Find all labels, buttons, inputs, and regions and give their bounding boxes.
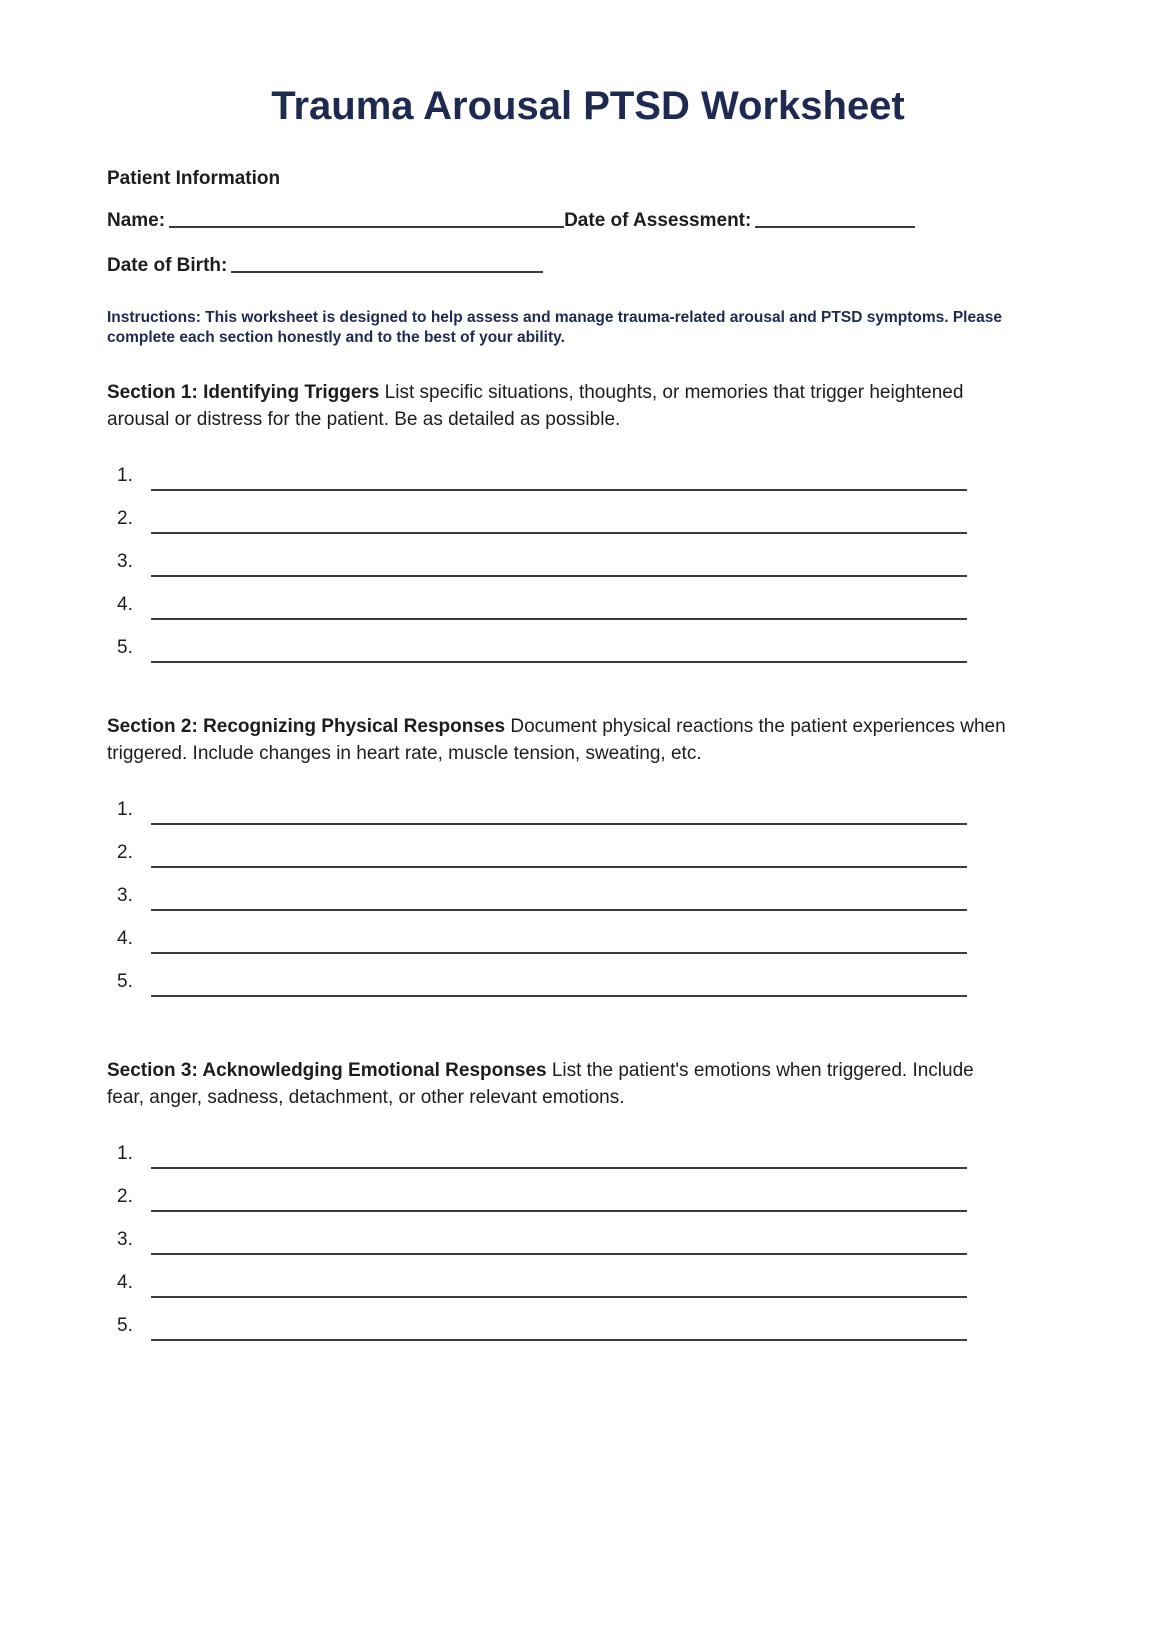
list-item [117, 916, 967, 959]
answer-blank[interactable] [151, 618, 967, 620]
item-number: 1. [117, 799, 133, 820]
list-item [117, 1217, 967, 1260]
list-item [117, 496, 967, 539]
item-number: 4. [117, 594, 133, 615]
answer-blank[interactable] [151, 995, 967, 997]
section-identifying-triggers [107, 380, 1069, 668]
item-number: 3. [117, 551, 133, 572]
item-number: 4. [117, 928, 133, 949]
item-number: 5. [117, 1315, 133, 1336]
answer-blank[interactable] [151, 1339, 967, 1341]
item-number: 3. [117, 885, 133, 906]
list-item [117, 539, 967, 582]
list-item [117, 1174, 967, 1217]
answer-blank[interactable] [151, 1167, 967, 1169]
name-blank[interactable] [169, 223, 564, 228]
list-item [117, 830, 967, 873]
item-number: 1. [117, 1143, 133, 1164]
item-number: 4. [117, 1272, 133, 1293]
list-item [117, 787, 967, 830]
dob-row [107, 252, 1069, 280]
section-1-heading [107, 380, 1007, 433]
answer-blank[interactable] [151, 952, 967, 954]
dob-blank[interactable] [231, 268, 543, 273]
section-2-description: Document physical reactions the patient experiences when triggered. Include changes in heart rate, muscle tension, sweating, etc. [107, 716, 1006, 764]
list-item [117, 625, 967, 668]
list-item [117, 582, 967, 625]
section-3-title: Section 3: Acknowledging Emotional Responses [107, 1060, 547, 1081]
patient-info-heading: Patient Information [107, 168, 281, 189]
answer-blank[interactable] [151, 823, 967, 825]
item-number: 3. [117, 1229, 133, 1250]
name-assessment-row [107, 207, 1069, 235]
item-number: 2. [117, 842, 133, 863]
answer-blank[interactable] [151, 575, 967, 577]
section-3-items [117, 1131, 967, 1346]
list-item [117, 1131, 967, 1174]
section-physical-responses [107, 714, 1069, 1002]
item-number: 5. [117, 971, 133, 992]
answer-blank[interactable] [151, 661, 967, 663]
item-number: 1. [117, 465, 133, 486]
item-number: 5. [117, 637, 133, 658]
instructions-text: Instructions: This worksheet is designed to help assess and manage trauma-related arousal and PTSD symptoms. Please complete each section honestly and to the best of your ability. [107, 309, 1002, 346]
list-item [117, 1303, 967, 1346]
page-title: Trauma Arousal PTSD Worksheet [271, 84, 905, 128]
assessment-label: Date of Assessment: [564, 210, 752, 231]
list-item [117, 959, 967, 1002]
answer-blank[interactable] [151, 1253, 967, 1255]
item-number: 2. [117, 508, 133, 529]
answer-blank[interactable] [151, 1296, 967, 1298]
assessment-blank[interactable] [755, 223, 915, 228]
name-label: Name: [107, 210, 166, 231]
item-number: 2. [117, 1186, 133, 1207]
answer-blank[interactable] [151, 866, 967, 868]
section-2-heading [107, 714, 1007, 767]
answer-blank[interactable] [151, 1210, 967, 1212]
section-2-items [117, 787, 967, 1002]
section-3-heading [107, 1058, 1007, 1111]
section-1-items [117, 453, 967, 668]
section-3-description: List the patient's emotions when triggered. Include fear, anger, sadness, detachment, or other relevant emotions. [107, 1060, 974, 1108]
section-1-description: List specific situations, thoughts, or memories that trigger heightened arousal or distress for the patient. Be as detailed as possible. [107, 382, 964, 430]
list-item [117, 453, 967, 496]
answer-blank[interactable] [151, 909, 967, 911]
dob-label: Date of Birth: [107, 255, 228, 276]
answer-blank[interactable] [151, 489, 967, 491]
list-item [117, 873, 967, 916]
list-item [117, 1260, 967, 1303]
section-1-title: Section 1: Identifying Triggers [107, 382, 380, 403]
answer-blank[interactable] [151, 532, 967, 534]
section-emotional-responses [107, 1058, 1069, 1346]
section-2-title: Section 2: Recognizing Physical Responses [107, 716, 506, 737]
